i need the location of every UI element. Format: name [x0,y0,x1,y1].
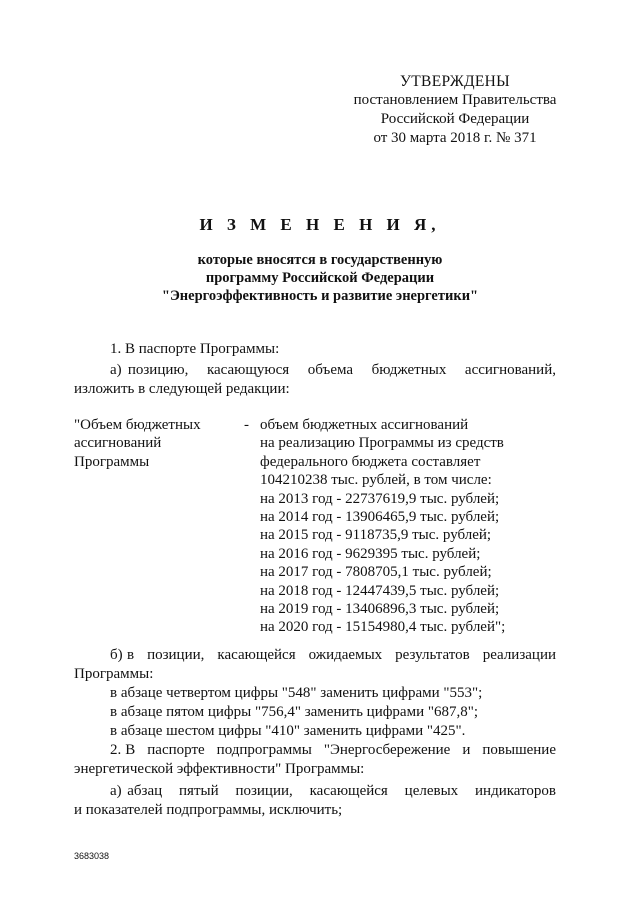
passport-value-line: на 2017 год - 7808705,1 тыс. рублей; [260,564,492,581]
item-b-line-2: Программы: [74,666,154,682]
approval-line-1: постановлением Правительства [353,92,557,108]
section-2-line-2: энергетической эффективности" Программы: [74,761,365,777]
passport-dash: - [244,417,249,433]
passport-label [74,416,234,471]
section-2-line-1: 2. В паспорте подпрограммы "Энергосбережение и повышение [110,742,556,758]
title-sub-3: "Энергоэффективность и развитие энергетики" [161,288,479,304]
passport-value-line: федерального бюджета составляет [260,453,481,470]
passport-label-line-2: ассигнований [74,435,162,452]
passport-value-line: на реализацию Программы из средств [260,435,504,452]
item-a-line-2: изложить в следующей редакции: [74,381,290,397]
passport-value-line: 104210238 тыс. рублей, в том числе: [260,472,492,489]
approval-line-2: Российской Федерации [380,111,530,127]
item-b-line-5: в абзаце шестом цифры "410" заменить цифрами "425". [110,723,466,739]
approval-heading: УТВЕРЖДЕНЫ [400,73,510,90]
section-2-line-3: а) абзац пятый позиции, касающейся целевых индикаторов [110,783,556,799]
title-main: И З М Е Н Е Н И Я, [199,215,441,234]
passport-label-line-1: "Объем бюджетных [74,417,201,433]
section-2-block [74,741,556,820]
item-b-block [74,646,556,741]
section-1-heading: 1. В паспорте Программы: [110,341,280,357]
passport-label-line-3: Программы [74,453,150,470]
document-number: 3683038 [74,851,110,861]
item-a-line-1: а) позицию, касающуюся объема бюджетных ассигнований, [110,362,556,378]
section-1-item-a [74,361,556,399]
passport-value-line: на 2019 год - 13406896,3 тыс. рублей; [260,601,500,618]
approval-line-3: от 30 марта 2018 г. № 371 [373,130,537,146]
document-title [60,215,580,305]
title-sub-2: программу Российской Федерации [205,270,435,286]
passport-value [260,416,560,637]
item-b-line-3: в абзаце четвертом цифры "548" заменить цифрами "553"; [110,685,483,701]
item-b-line-1: б) в позиции, касающейся ожидаемых результатов реализации [110,647,556,663]
passport-value-line: на 2014 год - 13906465,9 тыс. рублей; [260,509,500,526]
passport-value-line: на 2016 год - 9629395 тыс. рублей; [260,545,481,562]
title-sub-1: которые вносятся в государственную [197,252,443,268]
passport-value-line: на 2020 год - 15154980,4 тыс. рублей"; [260,619,506,636]
section-2-line-4: и показателей подпрограммы, исключить; [74,802,343,818]
passport-value-line: на 2013 год - 22737619,9 тыс. рублей; [260,490,500,507]
approval-stamp [330,72,580,148]
passport-value-line: объем бюджетных ассигнований [260,417,469,433]
section-1-heading-block [74,340,556,359]
passport-value-line: на 2015 год - 9118735,9 тыс. рублей; [260,527,492,544]
passport-value-line: на 2018 год - 12447439,5 тыс. рублей; [260,582,500,599]
item-b-line-4: в абзаце пятом цифры "756,4" заменить цифрами "687,8"; [110,704,479,720]
